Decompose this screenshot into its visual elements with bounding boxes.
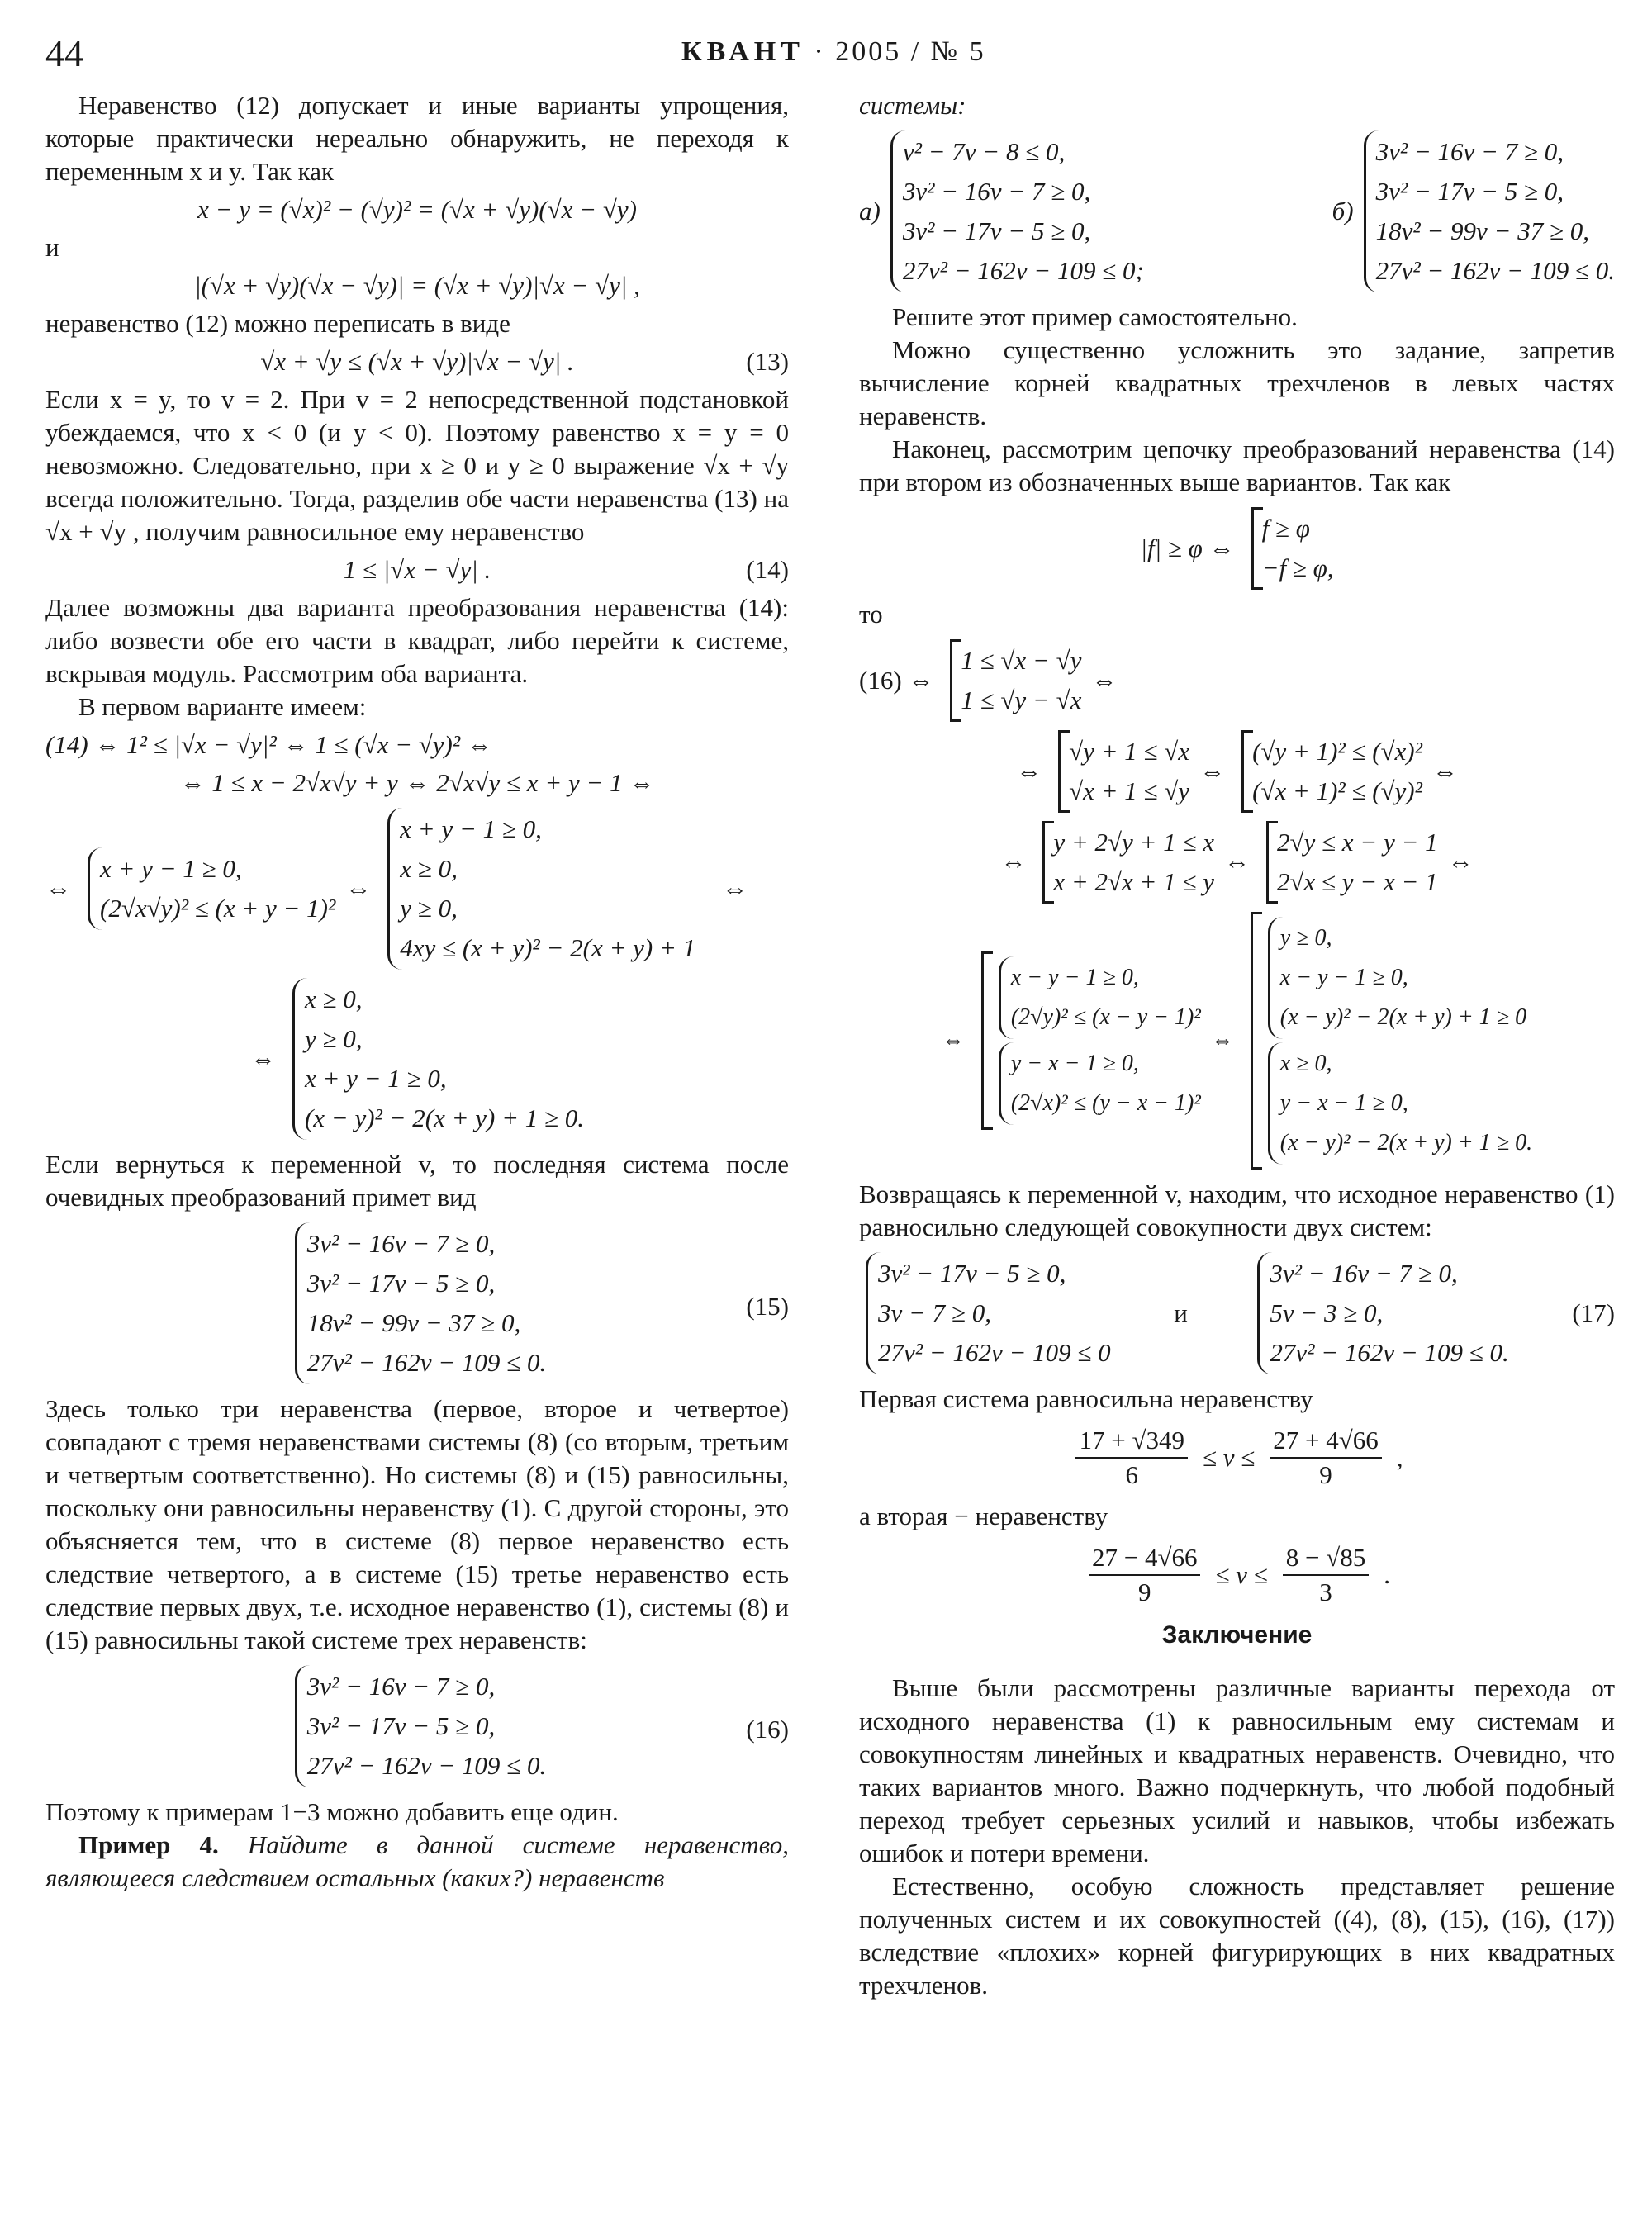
denominator: 9 (1137, 1578, 1151, 1606)
solution-2 (859, 1541, 1615, 1609)
inequality-sign: ≤ v ≤ (1215, 1560, 1268, 1589)
set (1251, 507, 1334, 590)
equation-number: (15) (746, 1292, 789, 1321)
set (1251, 912, 1532, 1170)
equation-difference: x − y = (√x)² − (√y)² = (√x + √y)(√x − √y) (197, 195, 637, 224)
system-line: 3v² − 17v − 5 ≥ 0, (878, 1259, 1066, 1288)
journal-title (681, 36, 986, 68)
paragraph: Можно существенно усложнить это задание, запретив вычисление корней квадратных трехчленов в левых частях неравенств. (859, 335, 1615, 430)
set (1042, 821, 1214, 904)
set (1241, 730, 1422, 813)
equiv-symbol: ⇔ (1091, 666, 1118, 695)
system-line: x − y − 1 ≥ 0, (1010, 965, 1139, 990)
system (1257, 1252, 1508, 1374)
solution-1 (859, 1424, 1615, 1492)
system-16 (45, 1665, 789, 1787)
system-line: 27v² − 162v − 109 ≤ 0 (878, 1338, 1111, 1367)
conjunction: и (45, 233, 59, 262)
paragraph: Если x = y, то v = 2. При v = 2 непосредственной подстановкой убеждаемся, что x < 0 (и y < 0). Поэтому равенство x = y = 0 невозможно. Следовательно, при x ≥ 0 и y ≥ 0 выражение √x + √y всегда положительно. Тогда, разделив обе части неравенства (13) на √x + √y , получим равносильное ему неравенство (45, 385, 789, 546)
system-line: y ≥ 0, (1279, 925, 1332, 951)
set-line: 1 ≤ √x − √y (961, 646, 1082, 675)
equiv-symbol: ⇔ (722, 874, 748, 903)
punctuation: , (1396, 1443, 1403, 1472)
system-b (1332, 130, 1615, 292)
system-line: 3v² − 16v − 7 ≥ 0, (306, 1672, 496, 1701)
system-label: а) (859, 197, 881, 225)
fraction (1075, 1424, 1188, 1492)
set (981, 951, 1201, 1130)
equation-13 (45, 345, 789, 378)
paragraph: Возвращаясь к переменной v, находим, что исходное неравенство (1) равносильно следующей совокупности двух систем: (859, 1179, 1615, 1241)
equiv-symbol: ⇔ (1224, 847, 1250, 876)
conjunction: то (859, 600, 883, 629)
system-a (859, 130, 1144, 292)
system-line: x ≥ 0, (400, 854, 458, 883)
system (999, 1042, 1201, 1125)
system (295, 1222, 546, 1384)
chain-line-3 (45, 808, 789, 970)
system-label: б) (1332, 197, 1354, 225)
denominator: 9 (1319, 1460, 1332, 1489)
conjunction: и (1174, 1298, 1188, 1327)
set-line: 1 ≤ √y − √x (961, 686, 1082, 714)
denominator: 6 (1125, 1460, 1138, 1489)
example-text: Найдите в данной системе неравенство, являющееся следствием остальных (каких?) неравенств (45, 1830, 789, 1892)
paragraph: а вторая − неравенству (859, 1502, 1108, 1530)
rule-lhs: |f| ≥ φ ⇔ (1140, 534, 1235, 562)
system (292, 978, 584, 1140)
system-line: v² − 7v − 8 ≤ 0, (902, 137, 1066, 166)
system-line: x − y − 1 ≥ 0, (1279, 965, 1408, 990)
paragraph: Выше были рассмотрены различные варианты перехода от исходного неравенства (1) к равносильным ему системам и совокупностям линейных и квадратных неравенств. Очевидно, что таких вариантов много. Важно подчеркнуть, что любой подобный переход требует серьезных усилий и навыков, чтобы избежать ошибок и потери времени. (859, 1673, 1615, 1867)
chain-line-1: (14) ⇔ 1² ≤ |√x − √y|² ⇔ 1 ≤ (√x − √y)² ⇔ (45, 730, 492, 759)
equiv-symbol: ⇔ (1016, 757, 1042, 785)
systems-17 (859, 1252, 1615, 1374)
numerator: 8 − √85 (1283, 1541, 1370, 1576)
paragraph: Если вернуться к переменной v, то последняя система после очевидных преобразований примет вид (45, 1150, 789, 1212)
system-line: y − x − 1 ≥ 0, (1279, 1090, 1408, 1116)
fraction (1089, 1541, 1201, 1609)
system (999, 956, 1201, 1039)
page-number: 44 (45, 32, 83, 74)
set-line: (√x + 1)² ≤ (√y)² (1252, 776, 1422, 805)
system-line: (2√x√y)² ≤ (x + y − 1)² (100, 894, 336, 923)
equiv-symbol: ⇔ (45, 874, 71, 903)
system-line: y − x − 1 ≥ 0, (1010, 1051, 1139, 1076)
system (387, 808, 695, 970)
example-4 (45, 1829, 789, 1895)
page-header (45, 31, 1607, 81)
system-line: 3v² − 16v − 7 ≥ 0, (306, 1229, 496, 1258)
equiv-symbol: ⇔ (941, 1027, 965, 1053)
example-systems (859, 130, 1615, 292)
equation-body: 1 ≤ |√x − √y| . (343, 555, 491, 584)
inequality-sign: ≤ v ≤ (1202, 1443, 1256, 1472)
system-line: 27v² − 162v − 109 ≤ 0. (306, 1348, 547, 1377)
section-heading: Заключение (1161, 1621, 1313, 1649)
modulus-rule (859, 507, 1615, 590)
equiv-symbol: ⇔ (249, 1044, 276, 1073)
journal-issue: 2005 / № 5 (835, 36, 986, 67)
paragraph: В первом варианте имеем: (78, 692, 367, 721)
equiv-symbol: ⇔ (1447, 847, 1474, 876)
system-line: 27v² − 162v − 109 ≤ 0; (902, 256, 1144, 285)
system-line: y ≥ 0, (400, 894, 458, 923)
system-line: 3v² − 16v − 7 ≥ 0, (1270, 1259, 1458, 1288)
equiv-symbol: ⇔ (345, 874, 372, 903)
right-column (859, 89, 1615, 2002)
set-line: √y + 1 ≤ √x (1069, 737, 1190, 766)
set-line: 2√x ≤ y − x − 1 (1277, 867, 1438, 896)
system-line: 4xy ≤ (x + y)² − 2(x + y) + 1 (400, 933, 696, 962)
system (890, 130, 1144, 292)
system (88, 847, 335, 930)
system-line: (x − y)² − 2(x + y) + 1 ≥ 0. (304, 1103, 585, 1132)
numerator: 27 + 4√66 (1270, 1424, 1382, 1459)
chain-line-4 (45, 978, 789, 1140)
equiv-symbol: ⇔ (1199, 757, 1226, 785)
system-line: 3v² − 16v − 7 ≥ 0, (902, 177, 1091, 206)
chain-lhs: (16) ⇔ (859, 666, 934, 695)
chain-line-2: ⇔ 1 ≤ x − 2√x√y + y ⇔ 2√x√y ≤ x + y − 1 ⇔ (179, 768, 655, 797)
equation-number: (17) (1572, 1298, 1615, 1327)
system-line: 3v − 7 ≥ 0, (878, 1298, 991, 1327)
equation-number: (16) (746, 1715, 789, 1744)
system-line: x ≥ 0, (304, 985, 363, 1013)
system (1268, 917, 1532, 1039)
paragraph: Наконец, рассмотрим цепочку преобразований неравенства (14) при втором из обозначенных выше вариантов. Так как (859, 434, 1615, 496)
equation-number: (14) (746, 555, 789, 584)
system-line: x + y − 1 ≥ 0, (100, 854, 242, 883)
system-line: 27v² − 162v − 109 ≤ 0. (1270, 1338, 1509, 1367)
system-line: 3v² − 17v − 5 ≥ 0, (1375, 177, 1564, 206)
system-line: x + y − 1 ≥ 0, (304, 1064, 447, 1093)
system-line: 18v² − 99v − 37 ≥ 0, (306, 1308, 521, 1337)
chain2-line-3 (859, 821, 1615, 904)
system-line: 27v² − 162v − 109 ≤ 0. (1375, 256, 1615, 285)
system-line: (2√x)² ≤ (y − x − 1)² (1010, 1090, 1201, 1116)
system-line: 3v² − 17v − 5 ≥ 0, (902, 216, 1091, 245)
paragraph: Здесь только три неравенства (первое, второе и четвертое) совпадают с тремя неравенствами системы (8) (со вторым, третьим и четвертым соответственно). Но системы (8) и (15) равносильны, поскольку они равносильны неравенству (1). С другой стороны, это объясняется тем, что в системе (8) первое неравенство есть следствие четвертого, а в системе (15) третье неравенство есть следствие первых двух, т.е. исходное неравенство (1), системы (8) и (15) равносильны такой системе трех неравенств: (45, 1394, 789, 1654)
system-line: 3v² − 17v − 5 ≥ 0, (306, 1269, 496, 1298)
equation-14 (45, 553, 789, 586)
chain2-line-4 (859, 912, 1615, 1170)
set-line: y + 2√y + 1 ≤ x (1053, 828, 1214, 857)
journal-name: КВАНТ (681, 36, 805, 67)
system-line: (2√y)² ≤ (x − y − 1)² (1010, 1004, 1201, 1030)
fraction (1270, 1424, 1382, 1492)
set (1058, 730, 1189, 813)
set-line: 2√y ≤ x − y − 1 (1277, 828, 1438, 857)
equation-body: √x + √y ≤ (√x + √y)|√x − √y| . (260, 347, 574, 376)
equation-modulus: |(√x + √y)(√x − √y)| = (√x + √y)|√x − √y| , (194, 271, 640, 300)
paragraph: Решите этот пример самостоятельно. (892, 302, 1298, 331)
equiv-symbol: ⇔ (1431, 757, 1458, 785)
paragraph: Первая система равносильна неравенству (859, 1384, 1313, 1413)
denominator: 3 (1319, 1578, 1332, 1606)
example-continuation: системы: (859, 91, 966, 120)
paragraph: неравенство (12) можно переписать в виде (45, 309, 510, 338)
equation-number: (13) (746, 347, 789, 376)
system-line: 5v − 3 ≥ 0, (1270, 1298, 1384, 1327)
header-dot: · (814, 36, 826, 67)
set (950, 639, 1081, 722)
system-15 (45, 1222, 789, 1384)
system (1364, 130, 1615, 292)
system-line: y ≥ 0, (304, 1024, 363, 1053)
paragraph: Далее возможны два варианта преобразования неравенства (14): либо возвести обе его части в квадрат, либо перейти к системе, вскрывая модуль. Рассмотрим оба варианта. (45, 593, 789, 688)
paragraph: Неравенство (12) допускает и иные варианты упрощения, которые практически нереально обнаружить, не переходя к переменным x и y. Так как (45, 91, 789, 186)
equiv-symbol: ⇔ (1210, 1027, 1234, 1053)
system-line: 18v² − 99v − 37 ≥ 0, (1375, 216, 1589, 245)
numerator: 17 + √349 (1075, 1424, 1188, 1459)
system-line: 3v² − 16v − 7 ≥ 0, (1375, 137, 1564, 166)
set-line: x + 2√x + 1 ≤ y (1053, 867, 1214, 896)
system-line: (x − y)² − 2(x + y) + 1 ≥ 0 (1279, 1004, 1527, 1030)
paragraph: Поэтому к примерам 1−3 можно добавить еще один. (45, 1797, 619, 1826)
equiv-symbol: ⇔ (1000, 847, 1027, 876)
system (1268, 1042, 1532, 1165)
left-column (45, 89, 789, 1895)
system-line: x + y − 1 ≥ 0, (400, 814, 542, 843)
fraction (1283, 1541, 1370, 1609)
set-line: f ≥ φ (1261, 514, 1310, 543)
numerator: 27 − 4√66 (1089, 1541, 1201, 1576)
system (295, 1665, 546, 1787)
set-line: −f ≥ φ, (1261, 553, 1334, 582)
chain2-line-1 (859, 639, 1615, 722)
system-line: (x − y)² − 2(x + y) + 1 ≥ 0. (1279, 1130, 1533, 1155)
system (866, 1252, 1111, 1374)
system-line: 27v² − 162v − 109 ≤ 0. (306, 1751, 547, 1780)
system-line: x ≥ 0, (1279, 1051, 1332, 1076)
system-line: 3v² − 17v − 5 ≥ 0, (306, 1711, 496, 1740)
set-line: √x + 1 ≤ √y (1069, 776, 1190, 805)
punctuation: . (1384, 1560, 1391, 1589)
chain2-line-2 (859, 730, 1615, 813)
set (1266, 821, 1438, 904)
paragraph: Естественно, особую сложность представляет решение полученных систем и их совокупностей ((4), (8), (15), (16), (17)) вследствие «плохих» корней фигурирующих в них квадратных трехчленов. (859, 1872, 1615, 2000)
set-line: (√y + 1)² ≤ (√x)² (1252, 737, 1422, 766)
example-label: Пример 4. (78, 1830, 219, 1859)
